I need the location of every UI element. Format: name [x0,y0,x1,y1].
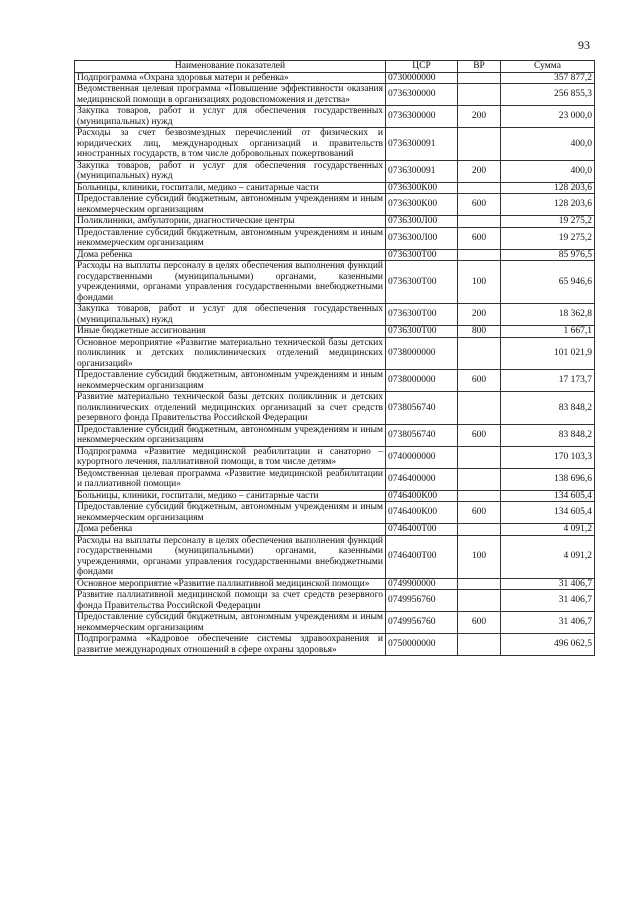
row-csr-cell: 0738056740 [386,424,458,446]
table-row [75,535,595,578]
row-csr-cell: 0746400000 [386,468,458,490]
row-sum-cell: 19 275,2 [501,227,595,249]
row-name-cell: Дома ребенка [75,524,386,536]
row-name-cell: Больницы, клиники, госпитали, медико – санитарные части [75,490,386,502]
row-name-cell: Больницы, клиники, госпитали, медико – санитарные части [75,182,386,194]
row-vr-cell [458,392,501,425]
table-row [75,578,595,590]
table-row [75,182,595,194]
row-csr-cell: 0736300000 [386,84,458,106]
row-vr-cell: 600 [458,612,501,634]
row-sum-cell: 101 021,9 [501,337,595,370]
row-vr-cell [458,590,501,612]
row-vr-cell: 200 [458,106,501,128]
row-vr-cell: 600 [458,502,501,524]
row-vr-cell: 100 [458,261,501,304]
row-vr-cell [458,578,501,590]
row-sum-cell: 31 406,7 [501,612,595,634]
row-sum-cell: 18 362,8 [501,304,595,326]
table-header-row [75,61,595,73]
row-name-cell: Закупка товаров, работ и услуг для обеспечения государственных (муниципальных) нужд [75,160,386,182]
row-name-cell: Предоставление субсидий бюджетным, автономным учреждениям и иным некоммерческим организациям [75,227,386,249]
row-sum-cell: 496 062,5 [501,634,595,656]
row-vr-cell [458,634,501,656]
row-name-cell: Ведомственная целевая программа «Повышение эффективности оказания медицинской помощи в организациях родовспоможения и детства» [75,84,386,106]
table-row [75,490,595,502]
row-csr-cell: 0736300000 [386,106,458,128]
row-sum-cell: 85 976,5 [501,249,595,261]
row-csr-cell: 0736300Т00 [386,304,458,326]
row-name-cell: Дома ребенка [75,249,386,261]
row-csr-cell: 0746400Т00 [386,524,458,536]
row-sum-cell: 128 203,6 [501,182,595,194]
row-name-cell: Предоставление субсидий бюджетным, автономным учреждениям и иным некоммерческим организациям [75,424,386,446]
row-csr-cell: 0736300Т00 [386,261,458,304]
row-csr-cell: 0738056740 [386,392,458,425]
row-vr-cell: 600 [458,227,501,249]
row-csr-cell: 0749900000 [386,578,458,590]
row-sum-cell: 170 103,3 [501,446,595,468]
row-csr-cell: 0746400К00 [386,502,458,524]
row-sum-cell: 400,0 [501,160,595,182]
row-sum-cell: 357 877,2 [501,72,595,84]
row-vr-cell: 800 [458,326,501,338]
row-name-cell: Предоставление субсидий бюджетным, автономным учреждениям и иным некоммерческим организациям [75,370,386,392]
row-sum-cell: 400,0 [501,128,595,161]
row-name-cell: Подпрограмма «Кадровое обеспечение системы здравоохранения и развитие международных отношений в сфере охраны здоровья» [75,634,386,656]
row-sum-cell: 138 696,6 [501,468,595,490]
row-vr-cell [458,446,501,468]
table-row [75,160,595,182]
table-row [75,468,595,490]
row-csr-cell: 0746400К00 [386,490,458,502]
row-sum-cell: 83 848,2 [501,424,595,446]
row-name-cell: Закупка товаров, работ и услуг для обеспечения государственных (муниципальных) нужд [75,304,386,326]
row-csr-cell: 0740000000 [386,446,458,468]
row-vr-cell [458,249,501,261]
row-name-cell: Развитие материально технической базы детских поликлиник и детских поликлинических отделений медицинских организаций за счет средств резервного фонда Правительства Российской Федерации [75,392,386,425]
row-csr-cell: 0736300Л00 [386,216,458,228]
row-sum-cell: 23 000,0 [501,106,595,128]
row-name-cell: Расходы на выплаты персоналу в целях обеспечения выполнения функций государственными (муниципальными) органами, казенными учреждениями, органами управления государственными внебюджетными фондами [75,535,386,578]
row-sum-cell: 17 173,7 [501,370,595,392]
row-sum-cell: 128 203,6 [501,194,595,216]
row-sum-cell: 65 946,6 [501,261,595,304]
row-vr-cell: 600 [458,194,501,216]
row-name-cell: Ведомственная целевая программа «Развитие медицинской реабилитации и паллиативной помощи» [75,468,386,490]
row-sum-cell: 4 091,2 [501,524,595,536]
row-name-cell: Подпрограмма «Охрана здоровья матери и ребенка» [75,72,386,84]
table-row [75,502,595,524]
table-row [75,216,595,228]
table-row [75,424,595,446]
table-row [75,249,595,261]
table-row [75,227,595,249]
row-name-cell: Развитие паллиативной медицинской помощи за счет средств резервного фонда Правительства Российской Федерации [75,590,386,612]
row-vr-cell: 200 [458,160,501,182]
row-vr-cell [458,468,501,490]
row-name-cell: Предоставление субсидий бюджетным, автономным учреждениям и иным некоммерческим организациям [75,612,386,634]
row-vr-cell [458,182,501,194]
row-csr-cell: 0736300К00 [386,182,458,194]
page-number: 93 [578,38,590,52]
row-csr-cell: 0749956760 [386,590,458,612]
row-sum-cell: 256 855,3 [501,84,595,106]
row-sum-cell: 134 605,4 [501,502,595,524]
row-vr-cell [458,524,501,536]
table-row [75,194,595,216]
row-sum-cell: 19 275,2 [501,216,595,228]
header-vr: ВР [458,61,501,73]
row-vr-cell [458,128,501,161]
row-vr-cell: 100 [458,535,501,578]
row-sum-cell: 1 667,1 [501,326,595,338]
row-name-cell: Расходы за счет безвозмездных перечислений от физических и юридических лиц, международных организаций и правительств иностранных государств, в том числе добровольных пожертвований [75,128,386,161]
table-row [75,524,595,536]
table-row [75,128,595,161]
row-vr-cell: 200 [458,304,501,326]
row-csr-cell: 0736300091 [386,160,458,182]
row-vr-cell [458,216,501,228]
row-csr-cell: 0746400Т00 [386,535,458,578]
row-vr-cell [458,72,501,84]
row-name-cell: Закупка товаров, работ и услуг для обеспечения государственных (муниципальных) нужд [75,106,386,128]
row-csr-cell: 0738000000 [386,337,458,370]
row-csr-cell: 0736300Т00 [386,249,458,261]
table-body [75,72,595,656]
row-csr-cell: 0736300091 [386,128,458,161]
table-row [75,392,595,425]
row-sum-cell: 31 406,7 [501,578,595,590]
row-sum-cell: 4 091,2 [501,535,595,578]
row-csr-cell: 0738000000 [386,370,458,392]
table-row [75,370,595,392]
row-name-cell: Расходы на выплаты персоналу в целях обеспечения выполнения функций государственными (муниципальными) органами, казенными учреждениями, органами управления государственными внебюджетными фондами [75,261,386,304]
row-sum-cell: 31 406,7 [501,590,595,612]
table-row [75,612,595,634]
row-csr-cell: 0749956760 [386,612,458,634]
row-vr-cell: 600 [458,424,501,446]
table-row [75,84,595,106]
row-sum-cell: 83 848,2 [501,392,595,425]
row-name-cell: Предоставление субсидий бюджетным, автономным учреждениям и иным некоммерческим организациям [75,502,386,524]
table-row [75,304,595,326]
table-row [75,337,595,370]
row-vr-cell: 600 [458,370,501,392]
header-csr: ЦСР [386,61,458,73]
row-csr-cell: 0730000000 [386,72,458,84]
budget-table [74,60,595,656]
table-row [75,590,595,612]
table-row [75,106,595,128]
row-name-cell: Основное мероприятие «Развитие паллиативной медицинской помощи» [75,578,386,590]
row-csr-cell: 0736300К00 [386,194,458,216]
row-csr-cell: 0750000000 [386,634,458,656]
row-name-cell: Поликлиники, амбулатории, диагностические центры [75,216,386,228]
row-vr-cell [458,490,501,502]
row-vr-cell [458,84,501,106]
table-row [75,72,595,84]
header-name: Наименование показателей [75,61,386,73]
row-csr-cell: 0736300Л00 [386,227,458,249]
row-name-cell: Подпрограмма «Развитие медицинской реабилитации и санаторно – курортного лечения, паллиативной помощи, в том числе детям» [75,446,386,468]
row-name-cell: Основное мероприятие «Развитие материально технической базы детских поликлиник и детских поликлинических отделений медицинских организаций» [75,337,386,370]
table-row [75,261,595,304]
row-name-cell: Иные бюджетные ассигнования [75,326,386,338]
table-row [75,326,595,338]
header-sum: Сумма [501,61,595,73]
table-row [75,446,595,468]
row-name-cell: Предоставление субсидий бюджетным, автономным учреждениям и иным некоммерческим организациям [75,194,386,216]
row-sum-cell: 134 605,4 [501,490,595,502]
row-csr-cell: 0736300Т00 [386,326,458,338]
table-row [75,634,595,656]
row-vr-cell [458,337,501,370]
